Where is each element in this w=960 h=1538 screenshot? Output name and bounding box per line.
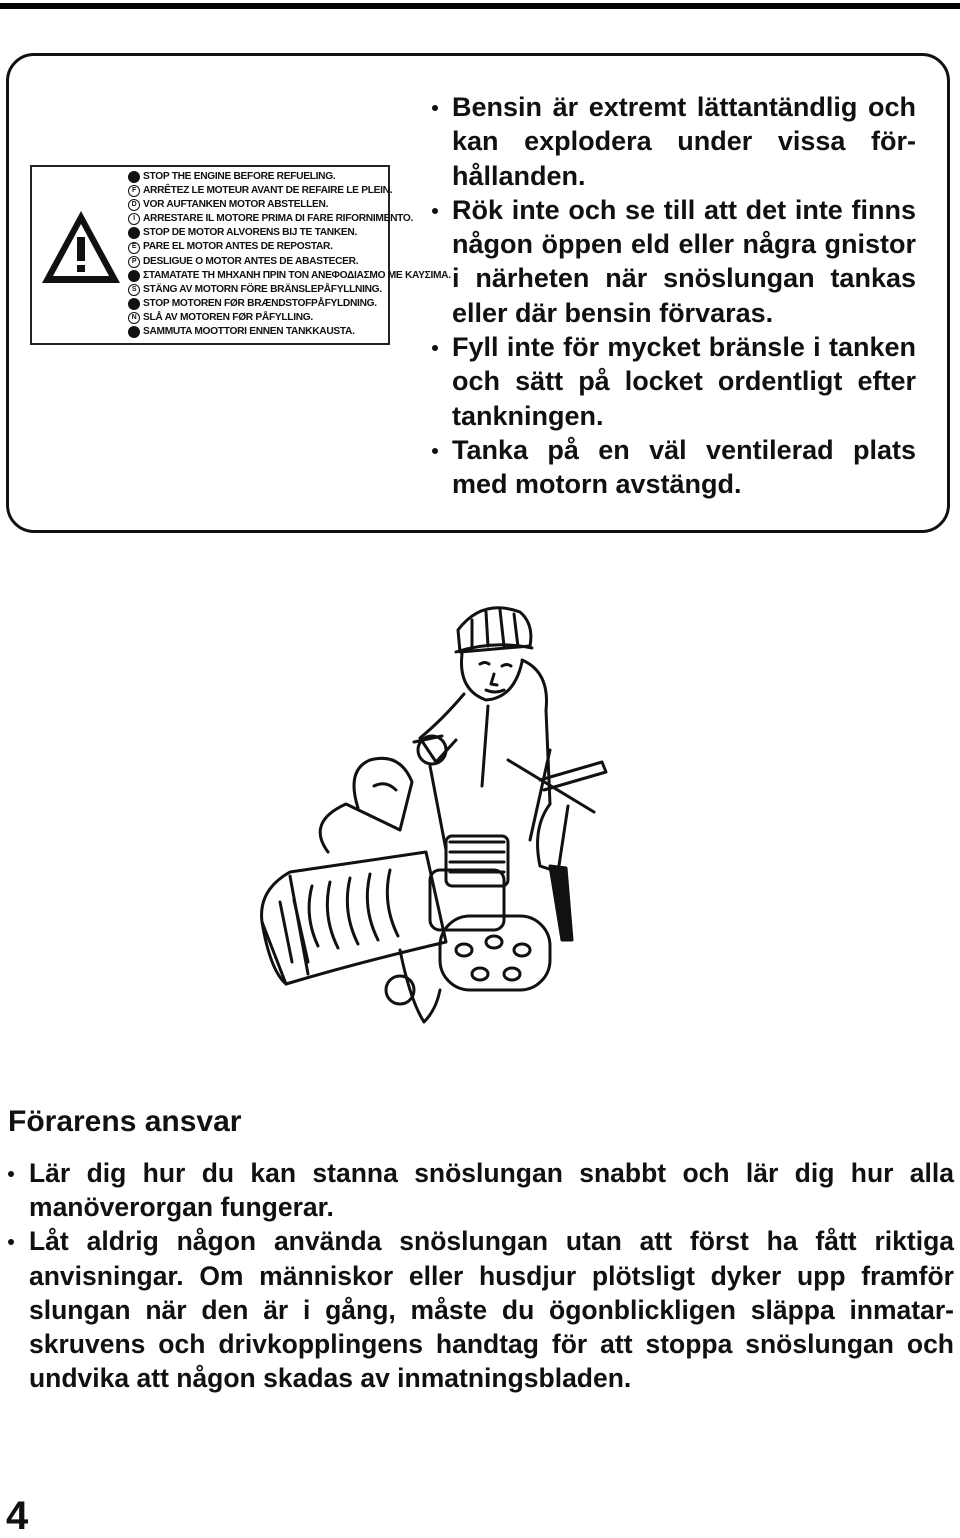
- operator-responsibility-list: [8, 1156, 954, 1395]
- language-code-icon: [128, 270, 140, 282]
- refueling-warning-list: [432, 90, 916, 502]
- language-code-icon: N: [128, 312, 140, 324]
- language-code-icon: F: [128, 185, 140, 197]
- refueling-warning-label: [30, 165, 451, 345]
- page-number: 4: [6, 1494, 29, 1538]
- label-line: N SLÅ AV MOTOREN FØR PÅFYLLING.: [128, 311, 390, 325]
- top-rule: [0, 3, 960, 9]
- section-heading: Förarens ansvar: [8, 1105, 242, 1138]
- snowblower-operator-illustration: [250, 590, 670, 1060]
- warning-triangle-icon: [38, 207, 124, 287]
- language-code-icon: I: [128, 213, 140, 225]
- list-item: Tanka på en väl ventilerad plats med motorn avstängd.: [432, 433, 916, 502]
- language-code-icon: E: [128, 242, 140, 254]
- list-item: Fyll inte för mycket bränsle i tanken och sätt på locket ordentligt efter tankningen.: [432, 330, 916, 433]
- language-code-icon: D: [128, 199, 140, 211]
- label-line: STOP THE ENGINE BEFORE REFUELING.: [128, 170, 390, 184]
- list-item: Bensin är extremt lättantändlig och kan explodera under vissa för-hållanden.: [432, 90, 916, 193]
- language-code-icon: [128, 326, 140, 338]
- label-line: D VOR AUFTANKEN MOTOR ABSTELLEN.: [128, 198, 390, 212]
- label-line: P DESLIGUE O MOTOR ANTES DE ABASTECER.: [128, 255, 390, 269]
- label-line: ΣΤΑΜΑΤΑΤΕ ΤΗ ΜΗΧΑΝΗ ΠΡΙΝ ΤΟΝ ΑΝΕΦΟΔΙΑΣΜΟ ΜΕ ΚΑΥΣΙΜΑ.: [128, 269, 390, 283]
- language-code-icon: [128, 171, 140, 183]
- language-code-icon: S: [128, 284, 140, 296]
- label-line: STOP DE MOTOR ALVORENS BIJ TE TANKEN.: [128, 226, 390, 240]
- label-line: I ARRESTARE IL MOTORE PRIMA DI FARE RIFORNIMENTO.: [128, 212, 390, 226]
- language-code-icon: [128, 227, 140, 239]
- language-code-icon: P: [128, 256, 140, 268]
- list-item: Låt aldrig någon använda snöslungan utan att först ha fått riktiga anvisningar. Om människor eller husdjur plötsligt dyker upp framför slungan när den är i gång, måste du ögonblickligen släppa inmatar-skruvens och drivkopplingens handtag för att stoppa snöslungan och undvika att någon skadas av inmatningsbladen.: [8, 1224, 954, 1395]
- language-code-icon: [128, 298, 140, 310]
- label-line: SAMMUTA MOOTTORI ENNEN TANKKAUSTA.: [128, 325, 390, 339]
- label-line: S STÄNG AV MOTORN FÖRE BRÄNSLEPÅFYLLNING.: [128, 283, 390, 297]
- list-item: Lär dig hur du kan stanna snöslungan snabbt och lär dig hur alla manöverorgan fungerar.: [8, 1156, 954, 1224]
- list-item: Rök inte och se till att det inte finns någon öppen eld eller några gnistor i närheten när snöslungan tankas eller där bensin förvaras.: [432, 193, 916, 330]
- label-line: F ARRÊTEZ LE MOTEUR AVANT DE REFAIRE LE PLEIN.: [128, 184, 390, 198]
- label-line: STOP MOTOREN FØR BRÆNDSTOFPÅFYLDNING.: [128, 297, 390, 311]
- label-line: E PARE EL MOTOR ANTES DE REPOSTAR.: [128, 240, 390, 254]
